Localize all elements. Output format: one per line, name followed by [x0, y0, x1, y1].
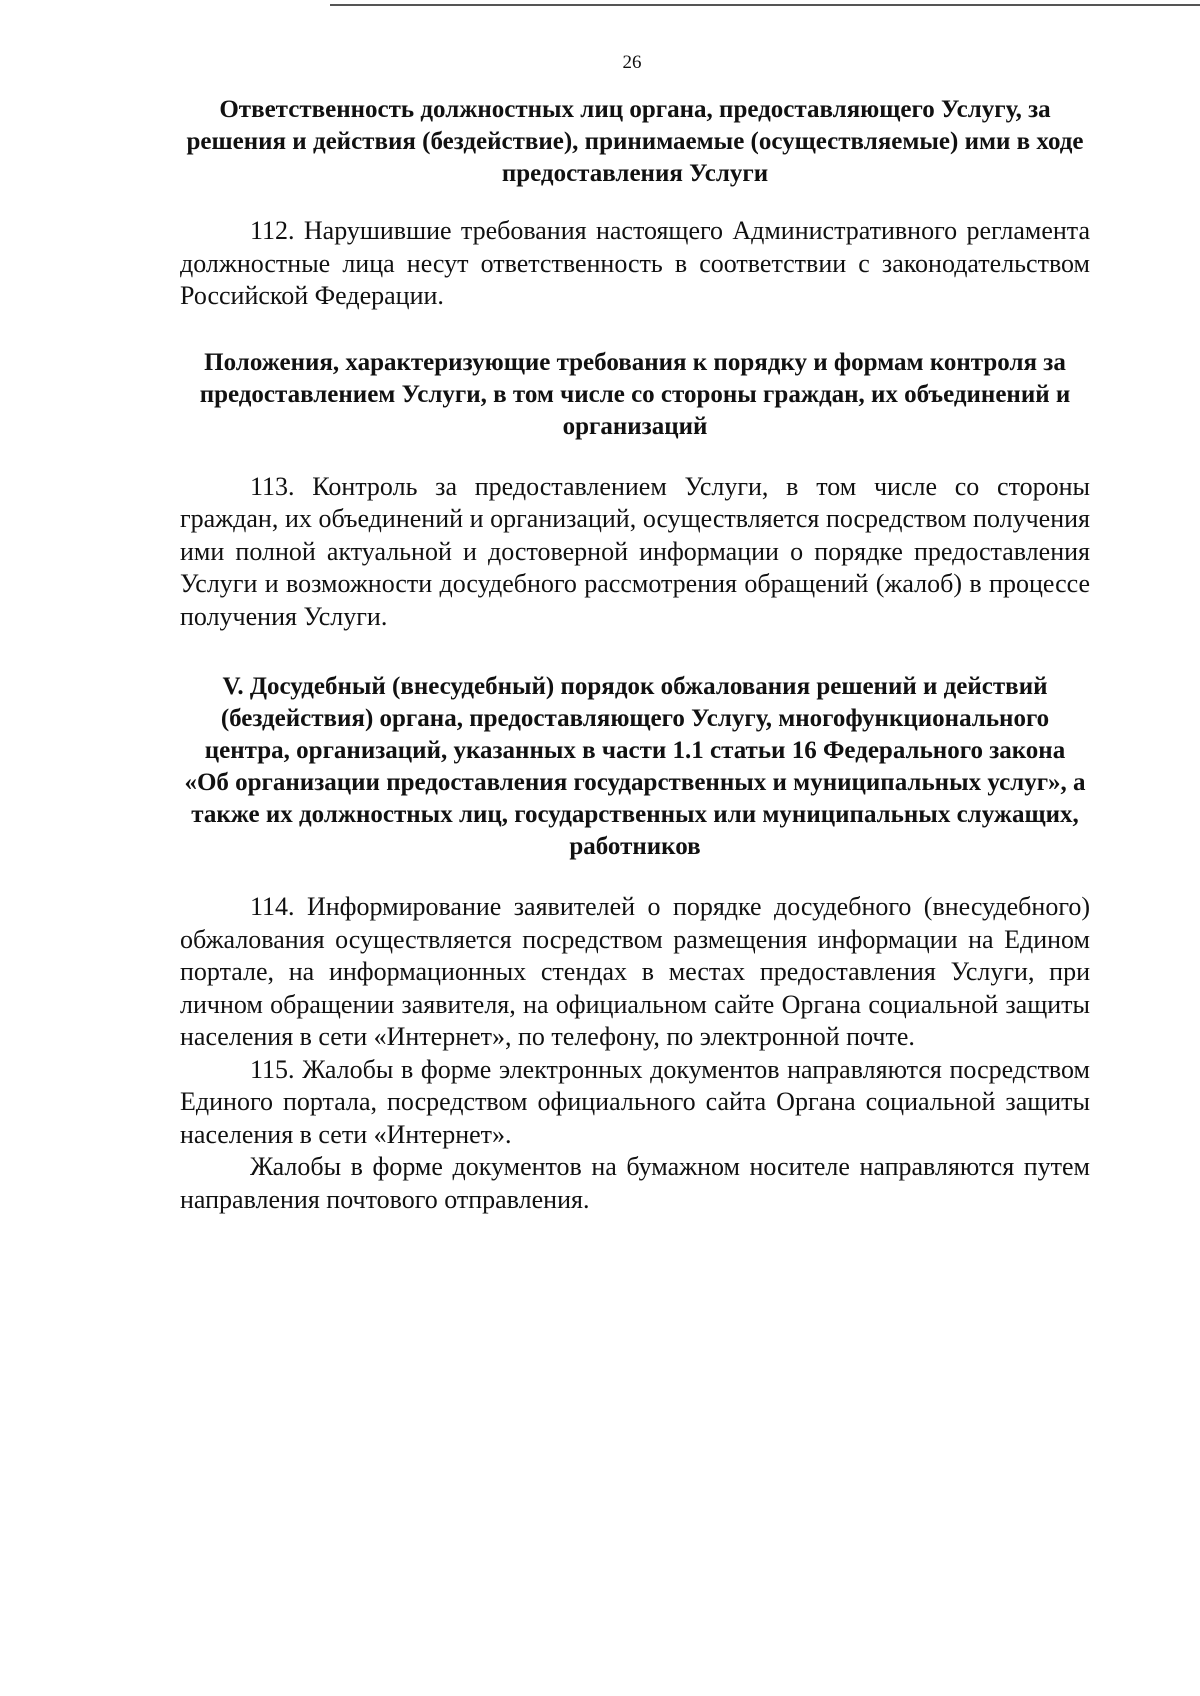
section-heading-responsibility: Ответственность должностных лиц органа, предоставляющего Услугу, за решения и действия (бездействие), принимаемые (осуществляемые) ими в ходе предоставления Услуги	[186, 96, 1084, 187]
document-body	[180, 94, 1090, 1216]
section-heading-appeal: V. Досудебный (внесудебный) порядок обжалования решений и действий (бездействия) органа, предоставляющего Услугу, многофункционального центра, организаций, указанных в части 1.1 статьи 16 Федерального закона «Об организации предоставления государственных и муниципальных услуг», а также их должностных лиц, государственных или муниципальных служащих, работников	[184, 673, 1086, 860]
paragraph-115-paper: Жалобы в форме документов на бумажном носителе направляются путем направления почтового отправления.	[180, 1152, 1090, 1214]
paragraph-115: 115. Жалобы в форме электронных документов направляются посредством Единого портала, посредством официального сайта Органа социальной защиты населения в сети «Интернет».	[180, 1054, 1090, 1149]
paragraph-112: 112. Нарушившие требования настоящего Административного регламента должностные лица несут ответственность в соответствии с законодательством Российской Федерации.	[180, 216, 1090, 310]
paragraph-113: 113. Контроль за предоставлением Услуги, в том числе со стороны граждан, их объединений и организаций, осуществляется посредством получения ими полной актуальной и достоверной информации о порядке предоставления Услуги и возможности досудебного рассмотрения обращений (жалоб) в процессе получения Услуги.	[180, 471, 1090, 631]
paragraph-114: 114. Информирование заявителей о порядке досудебного (внесудебного) обжалования осуществляется посредством размещения информации на Едином портале, на информационных стендах в местах предоставления Услуги, при личном обращении заявителя, на официальном сайте Органа социальной защиты населения в сети «Интернет», по телефону, по электронной почте.	[180, 892, 1090, 1051]
section-heading-control: Положения, характеризующие требования к порядку и формам контроля за предоставлением Услуги, в том числе со стороны граждан, их объединений и организаций	[199, 348, 1071, 440]
page-number: 26	[622, 52, 642, 73]
scan-top-rule	[330, 4, 1200, 6]
